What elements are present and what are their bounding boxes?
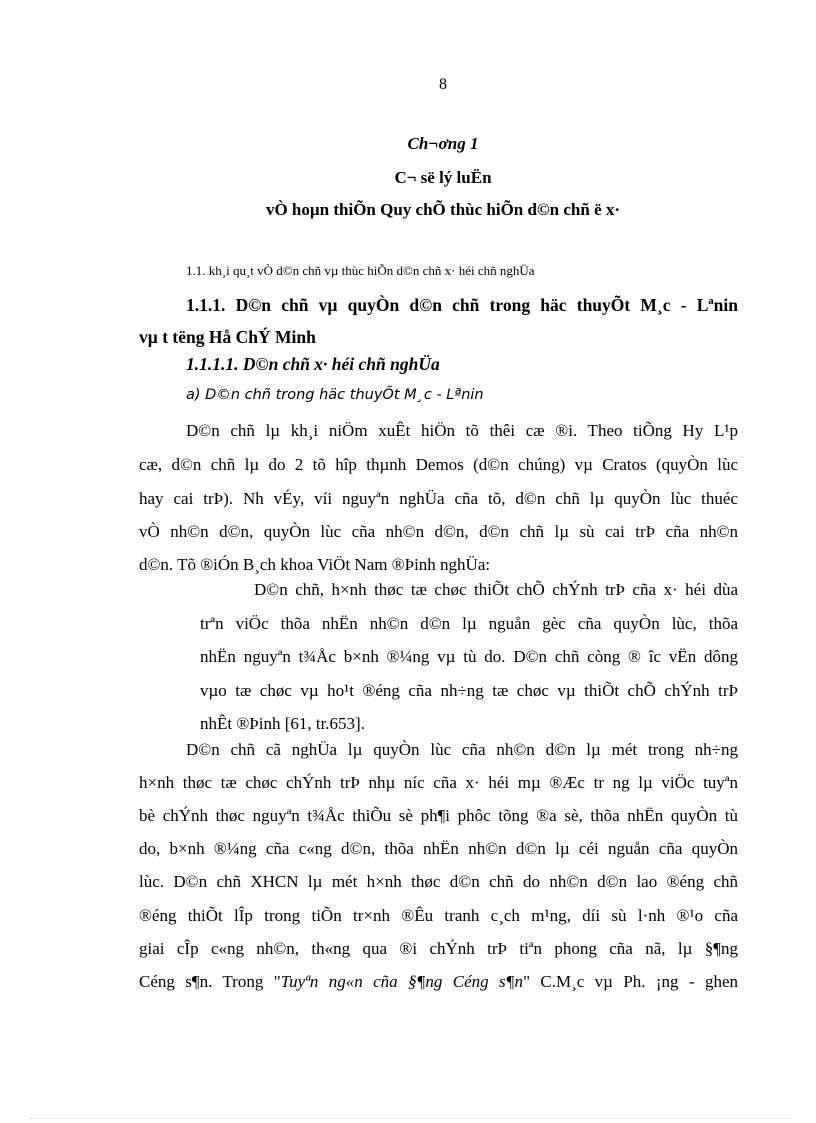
paragraph-line: ®éng thiÕt lÎp trong tiÕn tr×nh ®Êu tranh c¸ch m¹ng, díi sù l·nh ®¹o cña	[139, 906, 738, 925]
quote-line: vµo tæ chøc vµ ho¹t ®éng cña nh÷ng tæ chøc vµ thiÕt chÕ chÝnh trÞ	[200, 681, 738, 700]
paragraph-line: d©n. Tõ ®iÓn B¸ch khoa ViÖt Nam ®Þinh nghÜa:	[139, 555, 491, 574]
chapter-title-line2: vÒ hoµn thiÕn Quy chÕ thùc hiÕn d©n chñ ë x·	[265, 200, 621, 219]
paragraph-line: vÒ nh©n d©n, quyÒn lùc cña nh©n d©n, d©n chñ lµ sù cai trÞ cña nh©n	[139, 522, 738, 541]
paragraph-line-last	[139, 972, 738, 992]
text-run: " C.M¸c vµ Ph. ¡ng - ghen	[523, 972, 738, 991]
paragraph-line: do, b×nh ®¼ng cña c«ng d©n, thõa nhËn nh©n d©n lµ céi nguån cña quyÒn	[139, 839, 738, 858]
paragraph-line: bè chÝnh thøc nguyªn t¾Åc thiÕu sè ph¶i phôc tõng ®a sè, thõa nhËn quyÒn tù	[139, 806, 738, 825]
section-heading-1-1-1: 1.1.1. D©n chñ vµ quyÒn d©n chñ trong häc thuyÕt M¸c - Lªnin	[186, 295, 738, 315]
book-title: Tuyªn ng«n cña §¶ng Céng s¶n	[280, 972, 524, 991]
paragraph-line: hay cai trÞ). Nh vÉy, víi nguyªn nghÜa cña tõ, d©n chñ lµ quyÒn lùc thuéc	[139, 489, 738, 508]
quote-line: nhÊt ®Þinh [61, tr.653].	[200, 714, 365, 733]
section-heading-1-1-1-cont: vµ t tëng Hå ChÝ Minh	[139, 327, 316, 347]
chapter-label: Ch¬ơng 1	[407, 134, 479, 153]
paragraph-line: giai cÎp c«ng nh©n, th«ng qua ®i chÝnh trÞ tiªn phong cña nã, lµ §¶ng	[139, 939, 738, 958]
page-bottom-divider	[30, 1118, 790, 1119]
section-heading-1-1: 1.1. kh¸i qu¸t vÒ d©n chñ vµ thùc hiÕn d©n chñ x· héi chñ nghÜa	[186, 263, 535, 278]
paragraph-line: D©n chñ cã nghÜa lµ quyÒn lùc cña nh©n d©n lµ mét trong nh÷ng	[186, 740, 738, 759]
subheading-a: a) D©n chñ trong häc thuyÕt M¸c - Lªnin	[186, 387, 484, 403]
paragraph-line: lùc. D©n chñ XHCN lµ mét h×nh thøc d©n chñ do nh©n d©n lao ®éng chñ	[139, 872, 738, 891]
quote-line: D©n chñ, h×nh thøc tæ chøc thiÕt chÕ chÝnh trÞ cña x· héi dùa	[254, 580, 738, 599]
chapter-title-line1: C¬ së lý luËn	[394, 168, 492, 187]
paragraph-line: D©n chñ lµ kh¸i niÖm xuÊt hiÖn tõ thêi cæ ®i. Theo tiÕng Hy L¹p	[186, 421, 738, 440]
text-run: Céng s¶n. Trong "	[139, 972, 281, 991]
page-number: 8	[439, 76, 447, 93]
paragraph-line: h×nh thøc tæ chøc chÝnh trÞ nhµ níc cña x· héi mµ ®Æc tr ng lµ viÖc tuyªn	[139, 773, 738, 792]
paragraph-line: cæ, d©n chñ lµ do 2 tõ hîp thµnh Demos (d©n chúng) vµ Cratos (quyÒn lùc	[139, 455, 738, 474]
quote-line: nhËn nguyªn t¾Åc b×nh ®¼ng vµ tù do. D©n chñ còng ® îc vËn dông	[200, 647, 738, 666]
section-heading-1-1-1-1: 1.1.1.1. D©n chñ x· héi chñ nghÜa	[186, 354, 440, 374]
quote-line: trªn viÖc thõa nhËn nh©n d©n lµ nguån gèc cña quyÒn lùc, thõa	[200, 614, 738, 633]
